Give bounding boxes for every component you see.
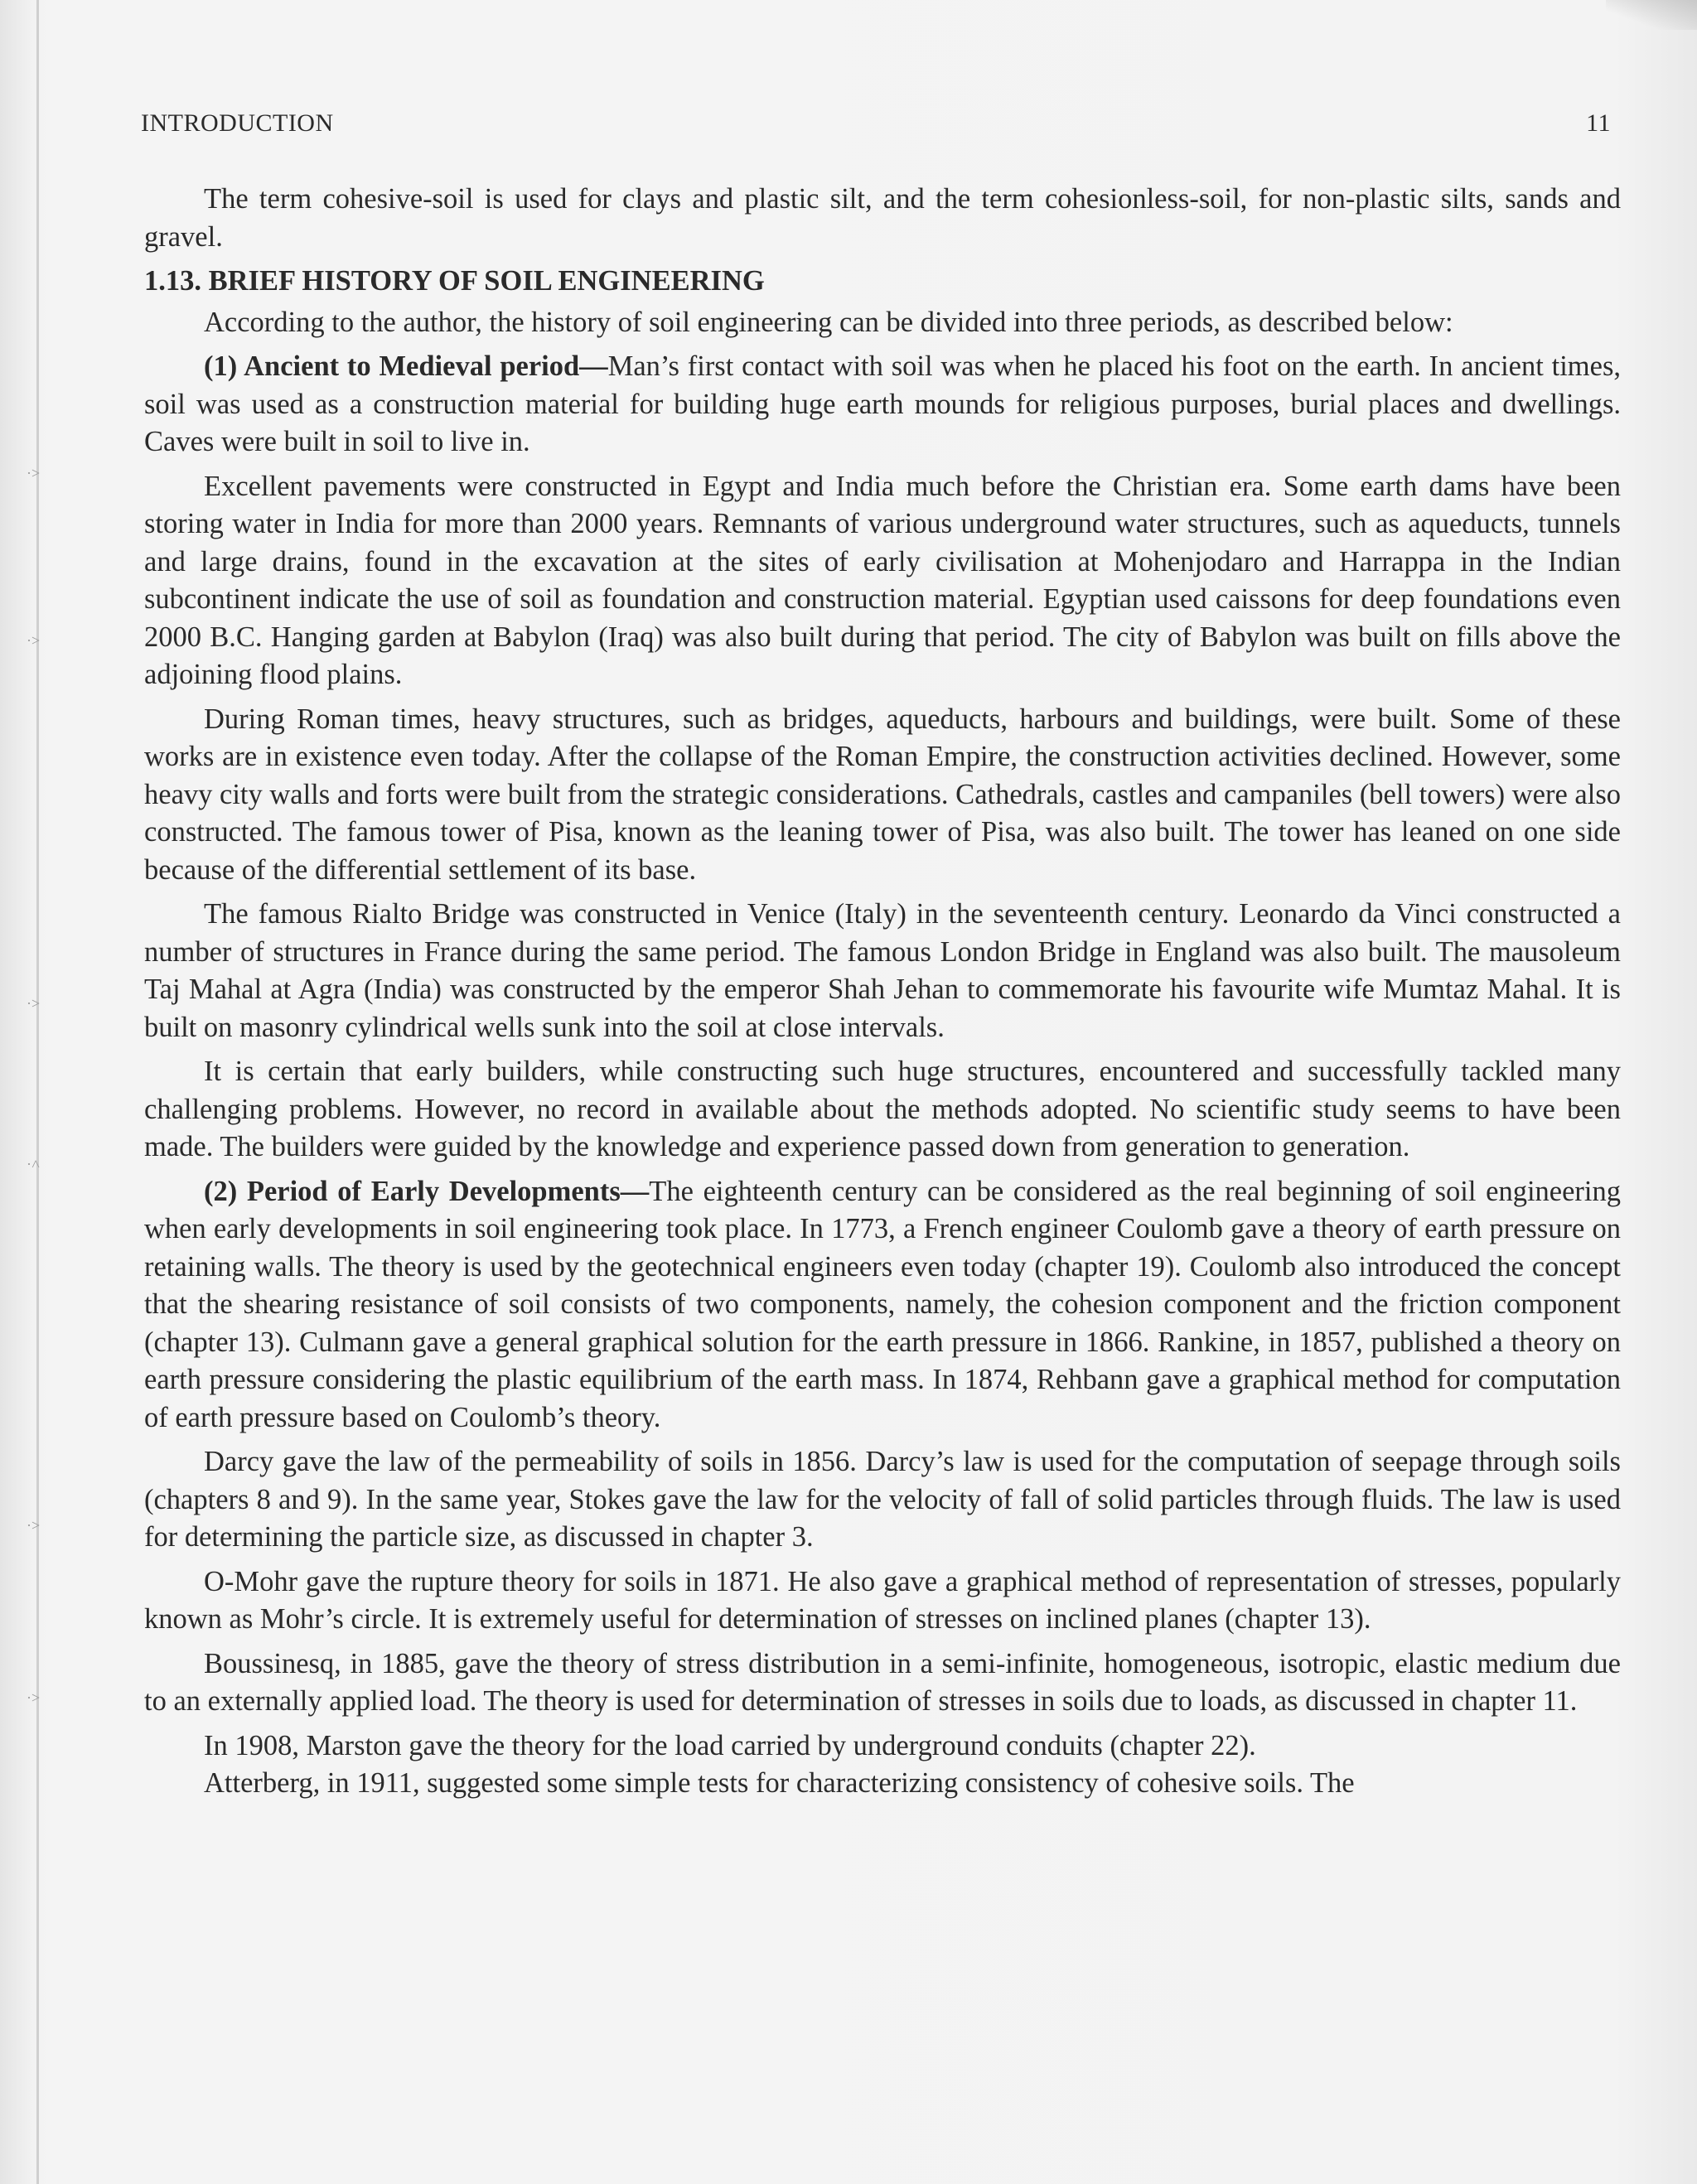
section-lead-paragraph: According to the author, the history of soil engineering can be divided into three periods, as described below: [204,306,1453,338]
atterberg-paragraph: Atterberg, in 1911, suggested some simple tests for characterizing consistency of cohesive soils. The [204,1767,1355,1799]
rialto-bridge-paragraph: The famous Rialto Bridge was constructed in Venice (Italy) in the seventeenth century. Leonardo da Vinci constructed a number of structures in France during the same period. The famous London Bridge in England was also built. The mausoleum Taj Mahal at Agra (India) was constructed by the emperor Shah Jehan to commemorate his favourite wife Mumtaz Mahal. It is built on masonry cylindrical wells sunk into the soil at close intervals. [144,898,1621,1043]
running-title: INTRODUCTION [141,109,334,137]
scan-corner-shadow [1606,0,1697,30]
intro-paragraph: The term cohesive-soil is used for clays and plastic silt, and the term cohesionless-soil, for non-plastic silts, sands and gravel. [144,183,1621,253]
pavements-paragraph: Excellent pavements were constructed in Egypt and India much before the Christian era. Some earth dams have been storing water in India for more than 2000 years. Remnants of various underground water structures, such as aqueducts, tunnels and large drains, found in the excavation at the sites of early civilisation at Mohenjodaro and Harrappa in the Indian subcontinent indicate the use of soil as foundation and construction material. Egyptian used caissons for deep foundations even 2000 B.C. Hanging garden at Babylon (Iraq) was also built during that period. The city of Babylon was built on fills above the adjoining flood plains. [144,470,1621,690]
early-builders-paragraph: It is certain that early builders, while constructing such huge structures, encountered and successfully tackled many challenging problems. However, no record in available about the methods adopted. No scientific study seems to have been made. The builders were guided by the knowledge and experience passed down from generation to generation. [144,1056,1621,1162]
period-1-heading: (1) Ancient to Medieval period— [204,350,608,382]
section-heading: 1.13. BRIEF HISTORY OF SOIL ENGINEERING [144,265,765,297]
binding-hole-mark: ·˄ [27,1156,41,1172]
binding-hole-mark: ·˃ [27,995,41,1012]
page-number: 11 [1586,109,1611,137]
page-body [144,181,1621,1803]
mohr-paragraph: O-Mohr gave the rupture theory for soils in 1871. He also gave a graphical method of representation of stresses, popularly known as Mohr’s circle. It is extremely useful for determination of stresses on inclined planes (chapter 13). [144,1565,1621,1635]
page-binding-edge [36,0,39,2184]
binding-hole-mark: ·˃ [27,632,41,649]
binding-hole-mark: ·˃ [27,465,41,481]
period-2-paragraph [144,1173,1621,1437]
period-1-text: Man’s first contact with soil was when he placed his foot on the earth. In ancient times, soil was used as a construction material for building huge earth mounds for religious purposes, burial places and dwellings. Caves were built in soil to live in. [144,350,1622,457]
period-2-heading: (2) Period of Early Developments— [204,1175,650,1207]
binding-hole-mark: ·˃ [27,1517,41,1534]
running-header [141,109,1611,143]
roman-times-paragraph: During Roman times, heavy structures, such as bridges, aqueducts, harbours and buildings, were built. Some of these works are in existence even today. After the collapse of the Roman Empire, the construction activities declined. However, some heavy city walls and forts were built from the strategic considerations. Cathedrals, castles and campaniles (bell towers) were also constructed. The famous tower of Pisa, known as the leaning tower of Pisa, was also built. The tower has leaned on one side because of the differential settlement of its base. [144,703,1621,886]
period-1-paragraph [144,348,1621,461]
period-2-text: The eighteenth century can be considered as the real beginning of soil engineering when early developments in soil engineering took place. In 1773, a French engineer Coulomb gave a theory of earth pressure on retaining walls. The theory is used by the geotechnical engineers even today (chapter 19). Coulomb also introduced the concept that the shearing resistance of soil consists of two components, namely, the cohesion component and the friction component (chapter 13). Culmann gave a general graphical solution for the earth pressure in 1866. Rankine, in 1857, published a theory on earth pressure considering the plastic equilibrium of the earth mass. In 1874, Rehbann gave a graphical method for computation of earth pressure based on Coulomb’s theory. [144,1175,1621,1433]
marston-paragraph: In 1908, Marston gave the theory for the load carried by underground conduits (chapter 22). [204,1729,1256,1761]
binding-hole-mark: ·˃ [27,1689,41,1706]
darcy-paragraph: Darcy gave the law of the permeability of soils in 1856. Darcy’s law is used for the computation of seepage through soils (chapters 8 and 9). In the same year, Stokes gave the law for the velocity of fall of solid particles through fluids. The law is used for determining the particle size, as discussed in chapter 3. [144,1446,1621,1553]
boussinesq-paragraph: Boussinesq, in 1885, gave the theory of stress distribution in a semi-infinite, homogeneous, isotropic, elastic medium due to an externally applied load. The theory is used for determination of stresses in soils due to loads, as discussed in chapter 11. [144,1647,1621,1717]
